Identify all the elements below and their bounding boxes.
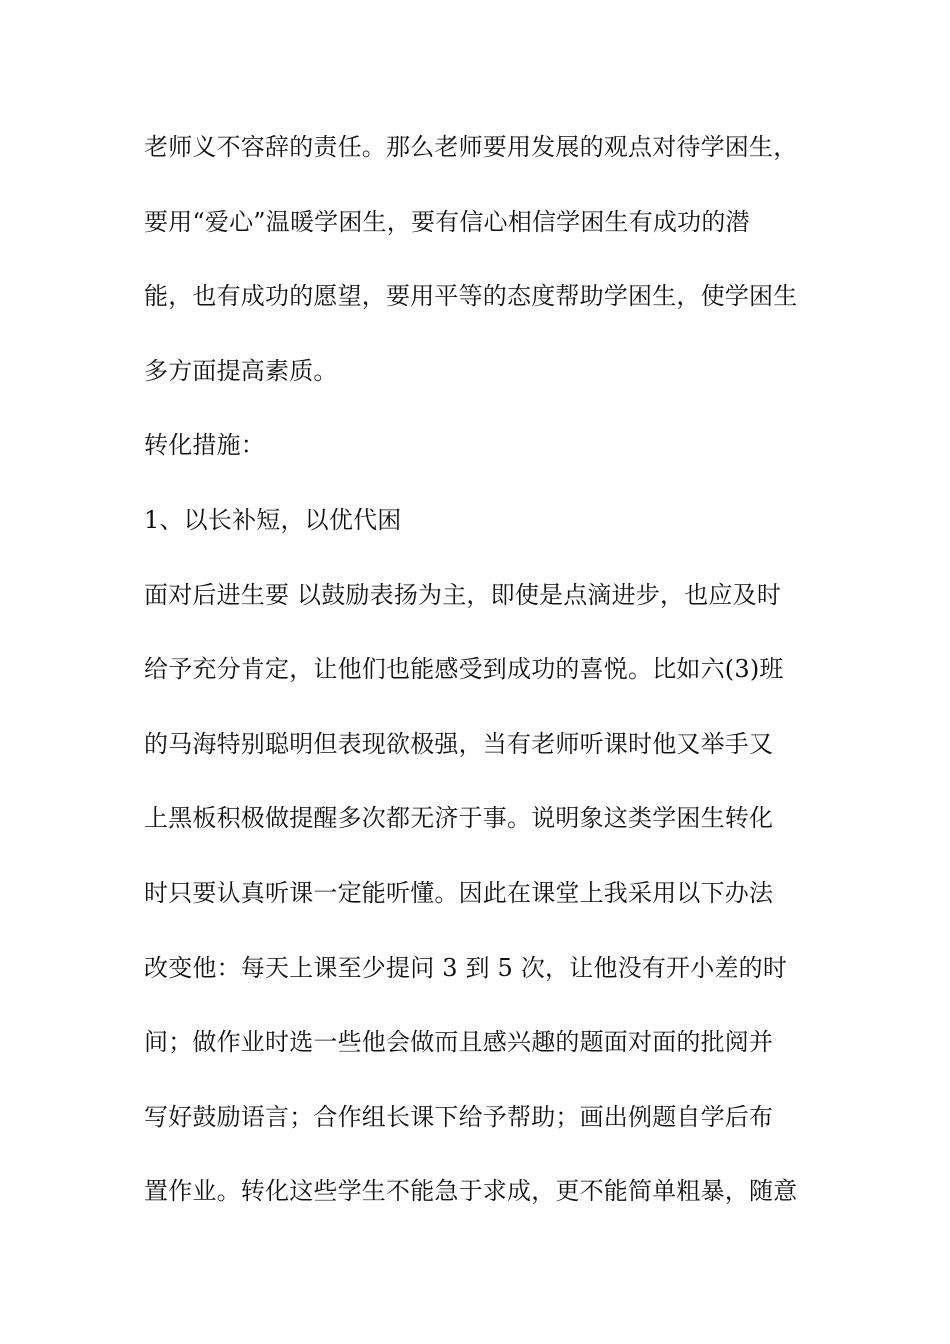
text-line: 老师义不容辞的责任。那么老师要用发展的观点对待学困生， — [144, 133, 798, 161]
text-line: 面对后进生要 以鼓励表扬为主，即使是点滴进步，也应及时 — [144, 580, 782, 609]
text-line: 置作业。转化这些学生不能急于求成，更不能简单粗暴，随意 — [144, 1177, 798, 1206]
text-line: 时只要认真听课一定能听懂。因此在课堂上我采用以下办法 — [144, 878, 774, 907]
text-line: 要用“爱心”温暖学困生，要有信心相信学困生有成功的潜 — [144, 207, 750, 236]
text-line: 能，也有成功的愿望，要用平等的态度帮助学困生，使学困生 — [144, 282, 798, 311]
text-line: 多方面提高素质。 — [144, 356, 338, 385]
text-line: 上黑板积极做提醒多次都无济于事。说明象这类学困生转化 — [144, 804, 774, 833]
text-line: 改变他：每天上课至少提问 3 到 5 次，让他没有开小差的时 — [144, 953, 788, 982]
text-line: 给予充分肯定，让他们也能感受到成功的喜悦。比如六(3)班 — [144, 655, 784, 684]
text-line: 写好鼓励语言；合作组长课下给予帮助；画出例题自学后布 — [144, 1102, 774, 1131]
text-line: 的马海特别聪明但表现欲极强，当有老师听课时他又举手又 — [144, 729, 774, 758]
subsection-heading: 1、以长补短，以优代困 — [144, 505, 402, 534]
section-heading: 转化措施： — [144, 431, 265, 460]
document-body — [144, 130, 824, 1249]
text-line: 间；做作业时选一些他会做而且感兴趣的题面对面的批阅并 — [144, 1028, 774, 1057]
